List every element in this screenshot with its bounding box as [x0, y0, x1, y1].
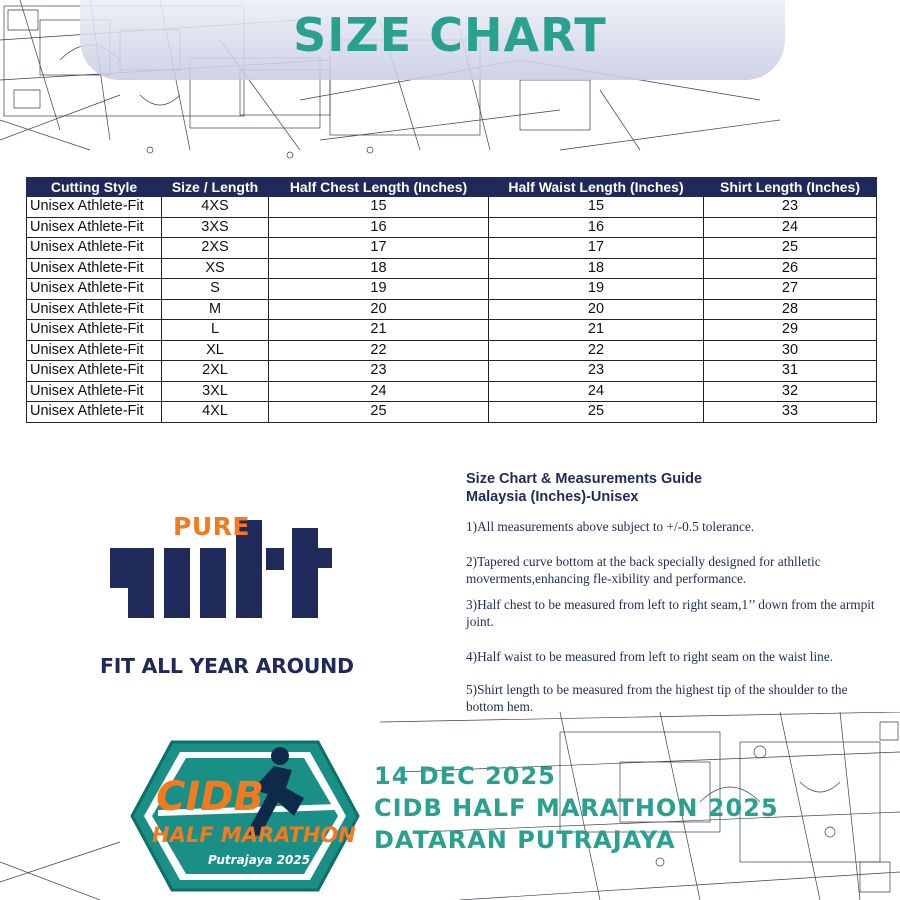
table-cell: 25	[269, 402, 489, 423]
pure-fit-logo	[96, 508, 356, 688]
table-cell: 19	[489, 279, 704, 300]
table-cell: 21	[269, 320, 489, 341]
event-venue: DATARAN PUTRAJAYA	[374, 826, 676, 854]
table-cell: 3XS	[162, 217, 269, 238]
table-cell: 23	[489, 361, 704, 382]
table-cell: 19	[269, 279, 489, 300]
table-cell: 2XL	[162, 361, 269, 382]
table-cell: 2XS	[162, 238, 269, 259]
table-row	[27, 361, 877, 382]
table-cell: Unisex Athlete-Fit	[27, 320, 162, 341]
table-cell: 4XS	[162, 197, 269, 218]
table-cell: 28	[704, 299, 877, 320]
table-cell: 16	[489, 217, 704, 238]
table-cell: 21	[489, 320, 704, 341]
event-name: CIDB HALF MARATHON 2025	[374, 794, 779, 822]
table-cell: S	[162, 279, 269, 300]
table-row	[27, 238, 877, 259]
page-title: SIZE CHART	[293, 8, 607, 62]
table-cell: 4XL	[162, 402, 269, 423]
logo-pure-text: PURE	[173, 512, 250, 541]
table-cell: 16	[269, 217, 489, 238]
column-header: Half Chest Length (Inches)	[269, 178, 489, 197]
table-row	[27, 299, 877, 320]
table-cell: 25	[704, 238, 877, 259]
table-cell: Unisex Athlete-Fit	[27, 258, 162, 279]
badge-location-text: Putrajaya 2025	[208, 853, 310, 867]
table-cell: 26	[704, 258, 877, 279]
table-cell: Unisex Athlete-Fit	[27, 361, 162, 382]
logo-tagline: FIT ALL YEAR AROUND	[100, 654, 354, 678]
table-cell: 32	[704, 381, 877, 402]
table-cell: 22	[489, 340, 704, 361]
table-row	[27, 197, 877, 218]
table-header-row	[27, 178, 877, 197]
badge-cidb-text: CIDB	[156, 774, 264, 820]
table-cell: 27	[704, 279, 877, 300]
table-cell: 24	[269, 381, 489, 402]
guide-item: 4)Half waist to be measured from left to right seam on the waist line.	[466, 649, 834, 664]
table-cell: 17	[489, 238, 704, 259]
table-cell: Unisex Athlete-Fit	[27, 381, 162, 402]
table-cell: 17	[269, 238, 489, 259]
table-cell: 30	[704, 340, 877, 361]
table-cell: 20	[489, 299, 704, 320]
table-cell: 25	[489, 402, 704, 423]
table-row	[27, 279, 877, 300]
table-cell: Unisex Athlete-Fit	[27, 340, 162, 361]
table-cell: Unisex Athlete-Fit	[27, 402, 162, 423]
table-cell: XL	[162, 340, 269, 361]
column-header: Half Waist Length (Inches)	[489, 178, 704, 197]
table-cell: 18	[269, 258, 489, 279]
guide-item: 5)Shirt length to be measured from the highest tip of the shoulder to the bottom hem.	[466, 682, 848, 714]
table-cell: Unisex Athlete-Fit	[27, 217, 162, 238]
table-cell: Unisex Athlete-Fit	[27, 197, 162, 218]
table-cell: 22	[269, 340, 489, 361]
table-cell: M	[162, 299, 269, 320]
table-row	[27, 381, 877, 402]
table-row	[27, 217, 877, 238]
table-cell: 20	[269, 299, 489, 320]
table-cell: 33	[704, 402, 877, 423]
event-info	[374, 760, 779, 856]
table-cell: Unisex Athlete-Fit	[27, 279, 162, 300]
guide-item: 2)Tapered curve bottom at the back specially designed for athlletic moverments,enhancing fle-xibility and performance.	[466, 554, 821, 586]
event-date: 14 DEC 2025	[374, 762, 556, 790]
column-header: Cutting Style	[27, 178, 162, 197]
guide-heading	[466, 470, 702, 506]
badge-half-marathon-text: HALF MARATHON	[152, 823, 356, 847]
table-cell: 23	[704, 197, 877, 218]
table-cell: XS	[162, 258, 269, 279]
table-cell: 18	[489, 258, 704, 279]
table-row	[27, 320, 877, 341]
table-row	[27, 258, 877, 279]
table-cell: 31	[704, 361, 877, 382]
table-cell: 15	[269, 197, 489, 218]
table-cell: Unisex Athlete-Fit	[27, 238, 162, 259]
table-cell: Unisex Athlete-Fit	[27, 299, 162, 320]
event-badge	[128, 738, 362, 894]
guide-heading-line: Malaysia (Inches)-Unisex	[466, 489, 639, 505]
guide-item: 3)Half chest to be measured from left to right seam,1’’ down from the armpit joint.	[466, 597, 875, 629]
guide-item: 1)All measurements above subject to +/-0.5 tolerance.	[466, 519, 755, 534]
column-header: Shirt Length (Inches)	[704, 178, 877, 197]
table-cell: 3XL	[162, 381, 269, 402]
guide-heading-line: Size Chart & Measurements Guide	[466, 471, 703, 487]
table-cell: 23	[269, 361, 489, 382]
table-cell: 24	[704, 217, 877, 238]
table-row	[27, 402, 877, 423]
table-cell: L	[162, 320, 269, 341]
table-row	[27, 340, 877, 361]
table-cell: 29	[704, 320, 877, 341]
table-cell: 15	[489, 197, 704, 218]
size-chart-table	[26, 177, 877, 423]
table-cell: 24	[489, 381, 704, 402]
column-header: Size / Length	[162, 178, 269, 197]
